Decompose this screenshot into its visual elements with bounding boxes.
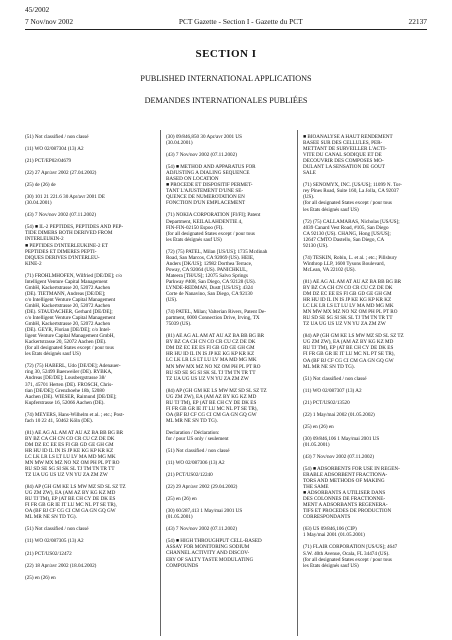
column-line: TZ UA UG US UZ VN YU ZA ZM ZW bbox=[303, 321, 386, 328]
column-line: FI FR GB GR IE IT LU MC NL PT SE TR), bbox=[303, 351, 395, 358]
column-line: (43) 7 Nov/nov 2002 (07.11.2002) bbox=[25, 212, 96, 219]
column-line: (30) 09/846,850 30 Apr/avr 2001 US bbox=[166, 134, 242, 140]
column-line: (81) AE AG AL AM AT AU AZ BA BB BG BR bbox=[166, 333, 265, 340]
column-line: GmbH, Kackertstrasse 20, 52072 Aachen bbox=[25, 302, 111, 309]
column-line: 92130 (US). bbox=[303, 242, 329, 249]
column-line: Mateera [TH/US]; 12075 Salvo Springs bbox=[166, 272, 248, 279]
column-line: (74) PATEL, Milan; Valterian Rivers, Patent De- bbox=[166, 309, 266, 316]
column-line: SALE bbox=[303, 170, 316, 177]
column-line: Kackertstrasse 20, 52072 Aachen (DE). bbox=[25, 339, 107, 346]
page-number: 22137 bbox=[408, 17, 427, 26]
column-line: (51) Not classified / non classé bbox=[25, 526, 89, 533]
column-line: (51) Not classified / non classé bbox=[303, 375, 367, 382]
column-line: (63) US 09/846,106 (CIP) bbox=[303, 526, 357, 533]
column-line: partment, 6000 Connection Drive, Irving, TX bbox=[166, 315, 260, 322]
column-line: Kupferstrasse 16, 52066 Aachen (DE). bbox=[25, 399, 105, 406]
column-line: METTANT DE SURVEILLER L'ACTI- bbox=[303, 146, 387, 153]
column-line: S.W. 40th Avenue, Ocala, FL 34474 (US). bbox=[303, 550, 390, 557]
column-line: CORRESPONDANTS bbox=[303, 514, 351, 521]
column-line: GmbH, Kackertstrasse 20, 52072 Aachen bbox=[25, 321, 111, 328]
column-divider bbox=[160, 130, 161, 636]
column-line: (21) PCT/US02/12472 bbox=[25, 550, 72, 557]
column-line: c/o Intelligent Venture Capital Management bbox=[25, 296, 116, 303]
column-line: ■ PEPTIDES D'INTERLEUKINE-2 ET bbox=[25, 242, 108, 249]
column-line: rey Pines Road, Suite 160, La Jolla, CA 92037 bbox=[303, 188, 399, 195]
column-line: ML MR NE SN TD TG). bbox=[166, 417, 218, 424]
column-line: MENT A ADSORBANTS REGENERA- bbox=[303, 502, 388, 509]
running-header bbox=[25, 17, 427, 26]
column-line: (54) ■ HIGH THROUGHPUT CELL-BASED bbox=[166, 538, 262, 545]
column-line: BY BZ CA CH CN CO CR CU CZ DE DK bbox=[25, 435, 115, 442]
column-line: OA (BF BJ CF CG CI CM GA GN GQ GW bbox=[25, 508, 116, 515]
column-line: (DE). TIETMANN, Andreas [DE/DE]; bbox=[25, 290, 106, 297]
text-column-2 bbox=[166, 134, 294, 569]
column-line: (74) MEYERS, Hans-Wilhelm et al. ; etc.; Post- bbox=[25, 411, 125, 418]
column-line: fach 10 22 41, 50462 Köln (DE). bbox=[25, 417, 93, 424]
column-line: (25) en (26) en bbox=[166, 496, 197, 503]
column-line: (43) 7 Nov/nov 2002 (07.11.2002) bbox=[166, 152, 237, 159]
column-line: LC LK LR LS LT LU LV MA MD MG MK bbox=[25, 453, 116, 460]
column-line: (22) 29 Apr/avr 2002 (29.04.2002) bbox=[166, 484, 238, 491]
column-line: les États désignés sauf US) bbox=[303, 206, 359, 213]
column-line: (US). bbox=[166, 297, 178, 304]
column-line: ERY OF SALTY TASTE MODULATING bbox=[166, 556, 254, 563]
column-line: (01.05.2001) bbox=[303, 441, 330, 448]
column-line: (30) 60/287,413 1 May/mai 2001 US bbox=[166, 508, 243, 515]
column-line: (81) AE AG AL AM AT AU AZ BA BB BG BR bbox=[303, 278, 402, 285]
column-line: BASED ON LOCATION bbox=[166, 176, 219, 183]
column-line: BY BZ CA CH CN CO CR CU CZ DE DK bbox=[166, 339, 256, 346]
column-line: OA (BF BJ CF CG CI CM GA GN GQ GW bbox=[166, 411, 257, 418]
column-line: MN MW MX MZ NO NZ OM PH PL PT RO bbox=[25, 460, 120, 467]
column-line: TIDE DIMERS BOTH DERIVED FROM bbox=[25, 230, 113, 237]
column-line: DM DZ EC EE ES FI GB GD GE GH GM bbox=[166, 345, 255, 352]
column-line: (84) AP (GH GM KE LS MW MZ SD SL SZ TZ bbox=[25, 484, 126, 491]
column-line: TANT L'AJUSTEMENT D'UNE SE- bbox=[166, 188, 244, 195]
section-title: SECTION I bbox=[195, 48, 257, 60]
column-line: ERABLE ADSORBENT FRACTIONA- bbox=[303, 472, 388, 479]
column-line: (11) WO 02/087306 (13) A2 bbox=[166, 460, 225, 467]
column-line: Intelligent Venture Capital Management bbox=[25, 278, 108, 285]
column-line: 371, 45701 Herten (DE). FROSCH, Chris- bbox=[25, 381, 113, 388]
column-line: (for all designated States except / pour tous bbox=[303, 556, 392, 563]
column-line: GmbH, Kackertstrasse 20, 52072 Aachen bbox=[25, 284, 111, 291]
column-line: COMPOUNDS bbox=[166, 562, 199, 569]
column-line: Poway, CA 92064 (US). PANICHKUL, bbox=[166, 266, 248, 273]
text-column-3 bbox=[303, 134, 431, 569]
issue-number: 45/2002 bbox=[25, 5, 50, 14]
column-line: ADJUSTING A DIALING SEQUENCE bbox=[166, 170, 250, 177]
column-line: (for all designated States except / pour tous bbox=[303, 200, 392, 207]
column-line: Department, KEILALAHDENTIE 4, bbox=[166, 218, 243, 225]
column-line: McLean, VA 22102 (US). bbox=[303, 266, 356, 273]
column-line: les États désignés sauf US) bbox=[25, 351, 81, 358]
column-line: DM DZ EC EE ES FI GB GD GE GH GM bbox=[303, 291, 392, 298]
column-line: BASEE SUR DES CELLULES, PER- bbox=[303, 140, 383, 147]
column-line: (43) 7 Nov/nov 2002 (07.11.2002) bbox=[303, 453, 374, 460]
column-line: HR HU ID IL IN IS JP KE KG KP KR KZ bbox=[25, 447, 114, 454]
column-line: (43) 7 Nov/nov 2002 (07.11.2002) bbox=[166, 526, 237, 533]
column-line: Declaration / Déclaration: bbox=[166, 429, 220, 436]
column-line: (30) 09/846,106 1 May/mai 2001 US bbox=[303, 435, 380, 442]
column-line: UG ZM ZW), EA (AM AZ BY KG KZ MD bbox=[303, 339, 394, 346]
column-line: UG ZM ZW), EA (AM AZ BY KG KZ MD bbox=[166, 393, 257, 400]
column-line: (30.04.2001) bbox=[25, 200, 52, 207]
column-line: RU TJ TM), EP (AT BE CH CY DE DK ES bbox=[166, 399, 257, 406]
column-line: les États désignés sauf US) bbox=[303, 562, 359, 569]
column-line: (21) PCT/EP02/04679 bbox=[25, 158, 72, 165]
column-line: HR HU ID IL IN IS JP KE KG KP KR KZ bbox=[303, 297, 392, 304]
column-line: (22) 18 Apr/avr 2002 (18.04.2002) bbox=[25, 562, 97, 569]
column-line: DECOUVRIR DES COMPOSES MO- bbox=[303, 158, 384, 165]
column-line: LC LK LR LS LT LU LV MA MD MG MK bbox=[303, 303, 394, 310]
column-line: (US). bbox=[303, 194, 315, 201]
column-line: FONCTION D'UN EMPLACEMENT bbox=[166, 200, 246, 207]
column-line: 12647 CMTO Dastello, San Diego, CA bbox=[303, 236, 385, 243]
text-column-1 bbox=[25, 134, 153, 581]
column-line: (74) TESKIN, Robin, L. et al. ; etc.; Pillsbury bbox=[303, 254, 397, 261]
column-divider bbox=[297, 130, 298, 636]
column-line: RU SD SE SG SI SK SL TJ TM TN TR TT bbox=[25, 466, 115, 473]
column-line: FI FR GB GR IE IT LU MC NL PT SE TR), bbox=[166, 405, 258, 412]
column-line: RU TJ TM), EP (AT BE CH CY DE DK ES bbox=[25, 496, 116, 503]
header-rule bbox=[25, 29, 427, 30]
gazette-title: PCT Gazette - Section I - Gazette du PCT bbox=[178, 17, 303, 26]
column-line: UG ZM ZW), EA (AM AZ BY KG KZ MD bbox=[25, 490, 116, 497]
column-line: (30.04.2001) bbox=[166, 140, 193, 147]
column-line: INTERLEUKIN-2 bbox=[25, 236, 64, 243]
section-subtitle-fr: DEMANDES INTERNATIONALES PUBLIÉES bbox=[144, 96, 308, 105]
column-line: Aachen (DE). WIESER, Raimund [DE/DE]; bbox=[25, 393, 117, 400]
column-line: ring 30, 52499 Baesweiler (DE). RYBKA, bbox=[25, 369, 113, 376]
column-line: MN MW MX MZ NO NZ OM PH PL PT RO bbox=[166, 363, 261, 370]
column-line: HR HU ID IL IN IS JP KE KG KP KR KZ bbox=[166, 351, 255, 358]
column-line: (01.05.2001) bbox=[166, 514, 193, 521]
column-line: TIFS ET PROCEDES DE PRODUCTION bbox=[303, 508, 392, 515]
column-line: tian [DE/DE]; Grenzhoehe 18b, 52080 bbox=[25, 387, 105, 394]
column-line: Anders [DK/US]; 12982 Dorthea Terrace, bbox=[166, 260, 253, 267]
column-line: (51) Not classified / non classé bbox=[25, 134, 89, 140]
column-line: (11) WO 02/087307 (13) A2 bbox=[303, 387, 362, 394]
column-line: les États désignés sauf US) bbox=[166, 236, 222, 243]
column-line: DM DZ EC EE ES FI GB GD GE GH GM bbox=[25, 441, 114, 448]
column-line: (84) AP (GH GM KE LS MW MZ SD SL SZ TZ bbox=[166, 387, 267, 394]
column-line: Corte de Nanavino, San Diego, CA 92130 bbox=[166, 291, 253, 298]
column-line: for / pour US only / seulement bbox=[166, 435, 229, 442]
column-line: TZ UA UG US UZ VN YU ZA ZM ZW bbox=[25, 472, 108, 479]
column-line: Winthrop LLP, 1600 Tysons Boulevard, bbox=[303, 260, 385, 267]
column-line: PEPTIDES ET DIMERES PEPTI- bbox=[25, 248, 97, 255]
column-line: ligent Venture Capital Management GmbH, bbox=[25, 333, 115, 340]
column-line: (54) ■ IL-2 PEPTIDES, PEPTIDES AND PEP- bbox=[25, 224, 124, 231]
column-line: (72) (75) PATEL, Milan [US/US]; 1735 Mcdinah bbox=[166, 248, 268, 255]
column-line: MN MW MX MZ NO NZ OM PH PL PT RO bbox=[303, 309, 398, 316]
column-line: OA (BF BJ CF CG CI CM GA GN GQ GW bbox=[303, 357, 394, 364]
column-line: (51) Not classified / non classé bbox=[166, 448, 230, 455]
column-line: (84) AP (GH GM KE LS MW MZ SD SL SZ TZ bbox=[303, 333, 404, 340]
column-line: CHANNEL ACTIVITY AND DISCOV- bbox=[166, 550, 250, 557]
column-line: RU SD SE SG SI SK SL TJ TM TN TR TT bbox=[303, 315, 393, 322]
column-line: BY BZ CA CH CN CO CR CU CZ DE DK bbox=[303, 284, 393, 291]
column-line: RU TJ TM), EP (AT BE CH CY DE DK ES bbox=[303, 345, 394, 352]
column-line: RU SD SE SG SI SK SL TJ TM TN TR TT bbox=[166, 369, 256, 376]
column-line: (25) de (26) de bbox=[25, 182, 56, 189]
column-line: (71) NOKIA CORPORATION [FI/FI]; Patent bbox=[166, 212, 261, 219]
column-line: 75039 (US). bbox=[166, 321, 192, 328]
column-line: (54) ■ METHOD AND APPARATUS FOR bbox=[166, 164, 256, 171]
column-line: ■ ADSORBANTS A UTILISER DANS bbox=[303, 490, 386, 497]
column-line: (21) PCT/US02/12240 bbox=[166, 472, 213, 479]
column-line: CA 92130 (US). CHANG, Hong [US/US]; bbox=[303, 230, 391, 237]
column-line: FI FR GB GR IE IT LU MC NL PT SE TR), bbox=[25, 502, 117, 509]
column-line: THE SAME bbox=[303, 484, 329, 491]
column-line: (71) FROHLMHOFEN, Wilfried [DE/DE]; c/o bbox=[25, 272, 122, 279]
column-line: (25) en (26) en bbox=[303, 423, 334, 430]
column-line: (DE). STAUDACHER, Gerhard [DE/DE]; bbox=[25, 308, 113, 315]
section-subtitle-en: PUBLISHED INTERNATIONAL APPLICATIONS bbox=[140, 74, 312, 83]
column-line: (54) ■ ADSORBENTS FOR USE IN REGEN- bbox=[303, 465, 400, 472]
column-line: 4039 Canard Vest Road, #105, San Diego bbox=[303, 224, 389, 231]
column-line: (72) (75) CALLAMARAS, Nicholas [US/US]; bbox=[303, 218, 400, 225]
column-line: DIQUES DERIVES D'INTERLEU- bbox=[25, 254, 100, 261]
column-line: c/o Intelligent Venture Capital Management bbox=[25, 315, 116, 322]
column-line: DES COLONNES DE FRACTIONNE- bbox=[303, 496, 386, 503]
column-line: KINE-2 bbox=[25, 260, 42, 267]
column-line: 1 May/mai 2001 (01.05.2001) bbox=[303, 532, 365, 539]
column-line: ■ PROCEDE ET DISPOSITIF PERMET- bbox=[166, 182, 253, 189]
column-line: VITE DU CANAL SODIQUE ET DE bbox=[303, 152, 382, 159]
column-line: ML MR NE SN TD TG). bbox=[25, 514, 77, 521]
column-line: (21) PCT/US02/13520 bbox=[303, 399, 350, 406]
issue-date: 7 Nov/nov 2002 bbox=[25, 17, 74, 26]
column-line: (81) AE AG AL AM AT AU AZ BA BB BG BR bbox=[25, 429, 124, 436]
column-line: (30) 101 21 221.6 30 Apr/avr 2001 DE bbox=[25, 194, 105, 201]
column-line: (DE). GEYR, Florian [DE/DE]; c/o Intel- bbox=[25, 327, 111, 334]
column-line: (for all designated States except / pour tous bbox=[166, 230, 255, 237]
column-line: Andreas [DE/DE]; Lousbergstrasse 38/ bbox=[25, 375, 106, 382]
column-line: FIN-FIN-02150 Espoo (FI). bbox=[166, 224, 224, 231]
column-line: Road, San Marcos, CA 92069 (US). HEIE, bbox=[166, 254, 255, 261]
column-line: TORS AND METHODS OF MAKING bbox=[303, 478, 385, 485]
column-line: (25) en (26) en bbox=[25, 574, 56, 581]
column-line: LYNDE-REDMAN, Dustt [US/US]; 4324 bbox=[166, 284, 253, 291]
column-line: ■ BIOANALYSE A HAUT RENDEMENT bbox=[303, 134, 393, 140]
column-line: (71) FLAIR CORPORATION [US/US]; 4647 bbox=[303, 544, 398, 551]
column-line: LC LK LR LS LT LU LV MA MD MG MK bbox=[166, 357, 257, 364]
column-line: (71) SENOMYX, INC. [US/US]; 11099 N. Tor- bbox=[303, 182, 402, 189]
column-line: ML MR NE SN TD TG). bbox=[303, 363, 355, 370]
column-line: QUENCE DE NUMEROTATION EN bbox=[166, 194, 245, 201]
column-line: Parkway #408, San Diego, CA 92128 (US). bbox=[166, 278, 256, 285]
column-line: DULANT LA SENSATION DE GOUT bbox=[303, 164, 385, 171]
column-line: ASSAY FOR MONITORING SODIUM bbox=[166, 544, 250, 551]
column-line: TZ UA UG US UZ VN YU ZA ZM ZW bbox=[166, 375, 249, 382]
column-line: (11) WO 02/087304 (13) A2 bbox=[25, 146, 84, 153]
column-line: (22) 1 May/mai 2002 (01.05.2002) bbox=[303, 411, 375, 418]
column-line: (for all designated States except / pour tous bbox=[25, 345, 114, 352]
column-line: (22) 27 Apr/avr 2002 (27.04.2002) bbox=[25, 170, 97, 177]
column-line: (11) WO 02/087305 (13) A2 bbox=[25, 538, 84, 545]
column-line: (72) (75) HABERL, Udo [DE/DE]; Adenauer- bbox=[25, 363, 121, 370]
